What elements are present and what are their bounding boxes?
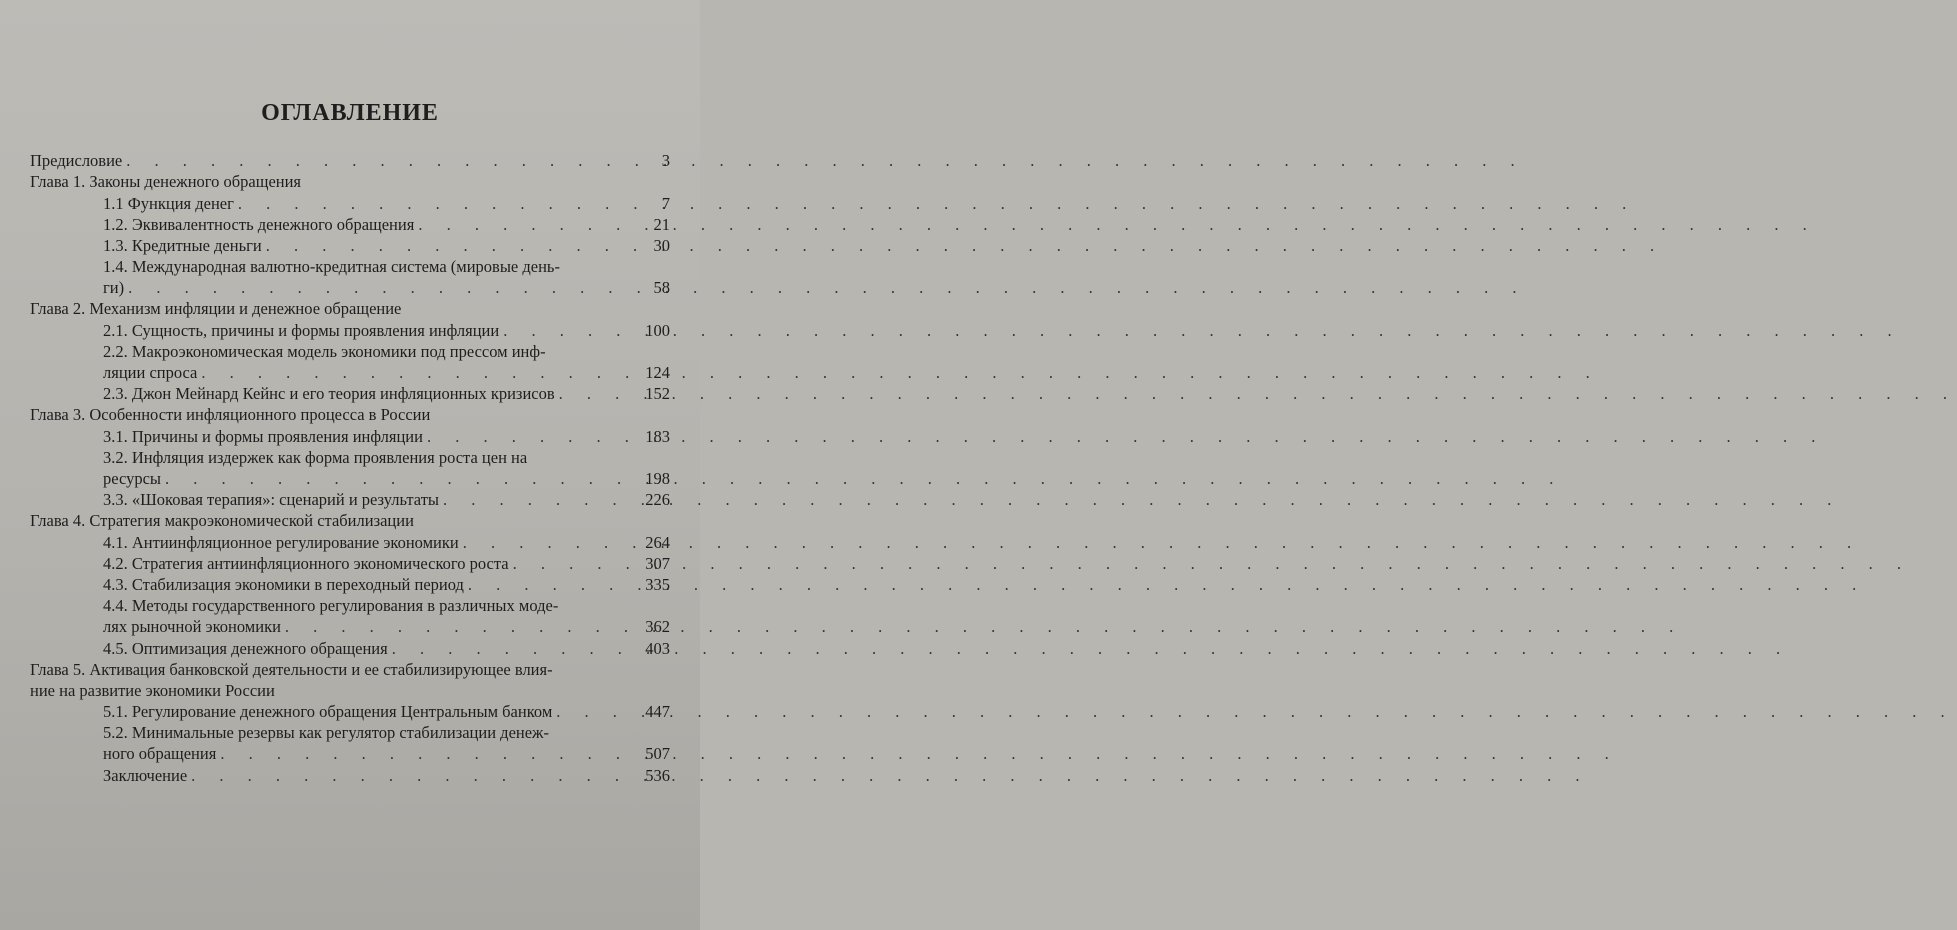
toc-entry-conclusion (30, 764, 670, 785)
toc-entry-text: 5.1. Регулирование денежного обращения Центральным банком (103, 702, 553, 722)
toc-page-number: 100 (645, 320, 670, 340)
toc-entry (30, 616, 670, 637)
toc-entry (30, 277, 670, 298)
toc-leader-dots (201, 362, 634, 383)
toc-entry-text: 2.2. Макроэкономическая модель экономики под прессом инф- (103, 341, 546, 361)
toc-page-number: 507 (645, 744, 670, 764)
toc-page-number: 124 (645, 363, 670, 383)
toc-chapter-heading-cont: ние на развитие экономики России (30, 680, 275, 700)
page-title: ОГЛАВЛЕНИЕ (261, 100, 439, 126)
toc-entry (30, 637, 670, 658)
toc-entry-text: 1.4. Международная валютно-кредитная система (мировые день- (103, 256, 560, 276)
toc-leader-dots (128, 277, 634, 298)
toc-entry-text: 3.1. Причины и формы проявления инфляции (103, 426, 423, 446)
toc-entry-text: 5.2. Минимальные резервы как регулятор стабилизации денеж- (103, 723, 549, 743)
toc-page-number: 264 (645, 532, 670, 552)
toc-page-number: 58 (653, 278, 670, 298)
toc-page-number: 536 (645, 765, 670, 785)
toc-entry-text: 2.3. Джон Мейнард Кейнс и его теория инфляционных кризисов (103, 384, 555, 404)
toc-entry (30, 383, 670, 404)
toc-chapter-heading: Глава 1. Законы денежного обращения (30, 172, 302, 192)
toc-leader-dots (556, 701, 634, 722)
toc-entry (30, 574, 670, 595)
toc-page-number: 226 (645, 490, 670, 510)
toc-leader-dots (427, 426, 634, 447)
toc-leader-dots (266, 235, 634, 256)
toc-entry (30, 468, 670, 489)
toc-entry (30, 489, 670, 510)
book-page (0, 0, 700, 930)
toc-page-number: 307 (645, 553, 670, 573)
toc-entry-text: 4.1. Антиинфляционное регулирование экономики (103, 532, 459, 552)
toc-leader-dots (238, 193, 634, 214)
toc-entry (30, 743, 670, 764)
toc-entry-text: 4.3. Стабилизация экономики в переходный период (103, 574, 464, 594)
toc-page-number: 21 (653, 214, 670, 234)
toc-page-number: 447 (645, 702, 670, 722)
toc-page-number: 403 (645, 638, 670, 658)
toc-entry-text: ного обращения (103, 744, 217, 764)
toc-entry (30, 701, 670, 722)
toc-chapter-heading: Глава 4. Стратегия макроэкономической стабилизации (30, 511, 414, 531)
toc-page-number: 183 (645, 426, 670, 446)
toc-entry-text: 3.3. «Шоковая терапия»: сценарий и результаты (103, 490, 439, 510)
toc-page-number: 198 (645, 469, 670, 488)
toc-entry (30, 553, 670, 574)
toc-entry-text: ляции спроса (103, 363, 198, 383)
toc-leader-dots (126, 150, 634, 171)
toc-leader-dots (503, 320, 634, 341)
toc-entry (30, 235, 670, 256)
toc-entry-preface (30, 150, 670, 171)
toc-chapter-heading: Глава 5. Активация банковской деятельности и ее стабилизирующее влия- (30, 659, 553, 679)
toc-entry (30, 214, 670, 235)
toc-leader-dots (191, 765, 634, 786)
toc-leader-dots (559, 383, 634, 404)
toc-entry-text: 1.1 Функция денег (103, 193, 234, 213)
toc-entry-text: ресурсы (103, 469, 161, 488)
toc-entry-text: 1.3. Кредитные деньги (103, 235, 262, 255)
toc-leader-dots (443, 489, 634, 510)
toc-leader-dots (165, 468, 634, 489)
toc-page-number: 30 (653, 235, 670, 255)
toc-leader-dots (513, 553, 634, 574)
toc-entry (30, 531, 670, 552)
toc-entry-text: 4.4. Методы государственного регулирования в различных моде- (103, 595, 559, 615)
toc-chapter-heading: Глава 3. Особенности инфляционного процесса в России (30, 405, 431, 425)
toc-page-number: 362 (645, 617, 670, 637)
toc-entry-text: лях рыночной экономики (103, 617, 281, 637)
toc-entry (30, 425, 670, 446)
toc-entry-text: 4.2. Стратегия антиинфляционного экономического роста (103, 553, 509, 573)
toc-entry (30, 320, 670, 341)
toc-leader-dots (392, 638, 634, 659)
toc-entry (30, 192, 670, 213)
toc-entry-text: 2.1. Сущность, причины и формы проявления инфляции (103, 320, 500, 340)
toc-entry-text: Заключение (103, 765, 188, 785)
toc-leader-dots (463, 532, 634, 553)
toc-leader-dots (468, 574, 634, 595)
toc-entry-text: Предисловие (30, 151, 123, 171)
toc-entry-text: 1.2. Эквивалентность денежного обращения (103, 214, 415, 234)
toc-page-number: 152 (645, 384, 670, 404)
toc-page-number: 335 (645, 574, 670, 594)
toc-page-number: 7 (661, 193, 670, 213)
table-of-contents (30, 150, 670, 786)
toc-leader-dots (285, 616, 634, 637)
toc-entry-text: 4.5. Оптимизация денежного обращения (103, 638, 388, 658)
toc-entry (30, 362, 670, 383)
toc-entry-text: 3.2. Инфляция издержек как форма проявления роста цен на (103, 447, 528, 467)
toc-chapter-heading: Глава 2. Механизм инфляции и денежное обращение (30, 299, 402, 319)
toc-entry-text: ги) (103, 278, 125, 298)
toc-leader-dots (220, 743, 634, 764)
toc-page-number: 3 (661, 151, 670, 171)
toc-leader-dots (418, 214, 634, 235)
